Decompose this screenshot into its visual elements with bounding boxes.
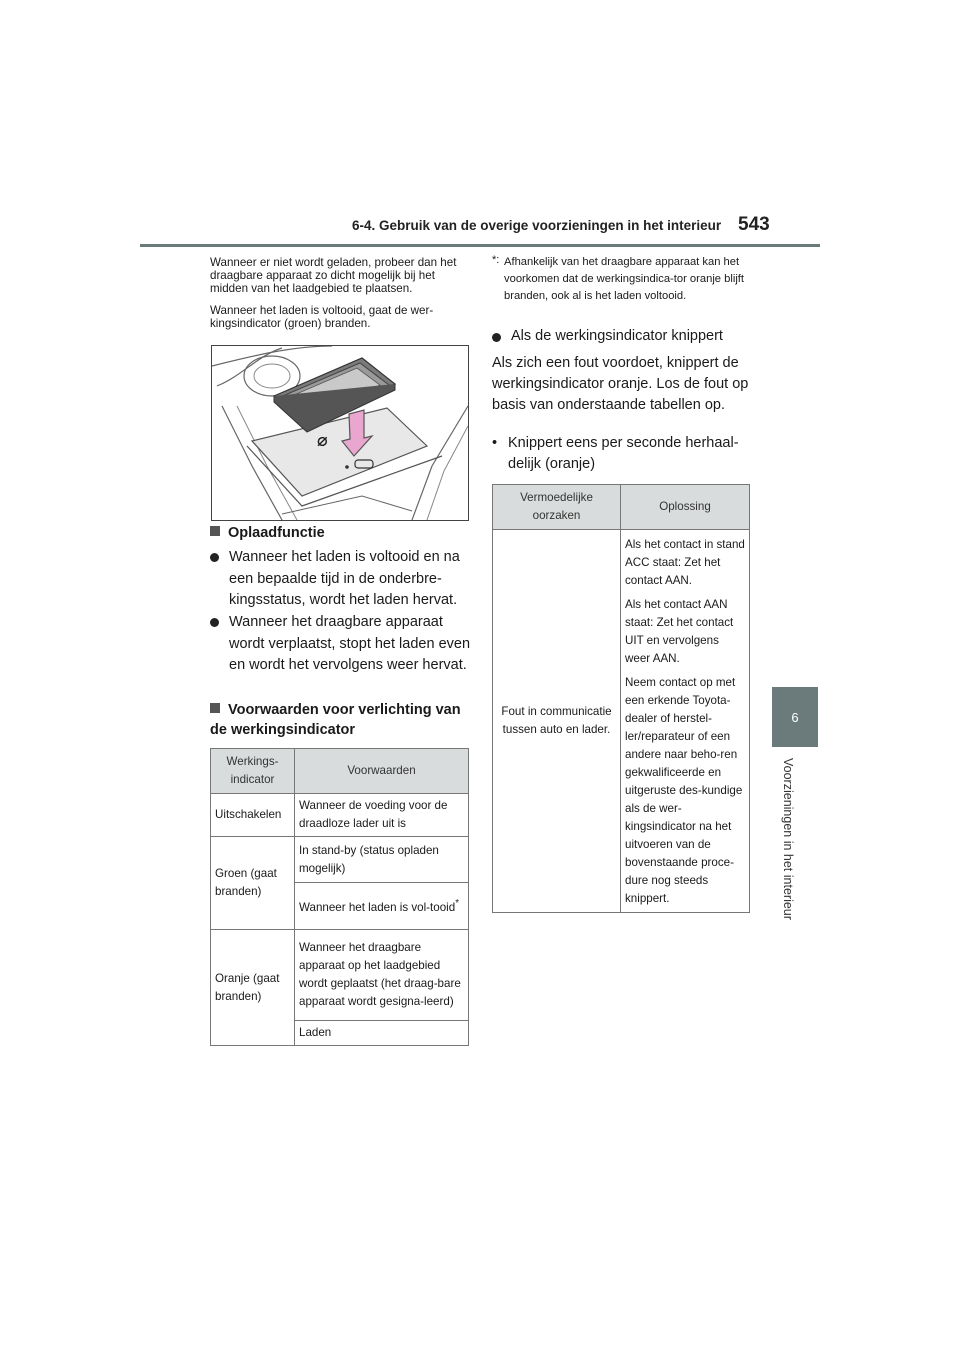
wireless-charging-icon: ⌀: [317, 430, 328, 451]
footnote: *: Afhankelijk van het draagbare apparaat kan het voorkomen dat de werkingsindica-tor oranje blijft branden, ook al is het laden voltooid.: [492, 254, 745, 302]
solution-acc: Als het contact in stand ACC staat: Zet het contact AAN.: [625, 538, 745, 587]
dash-item: • Knippert eens per seconde herhaal-delijk (oranje): [492, 435, 739, 472]
section-oplaadfunctie: Oplaadfunctie: [210, 523, 325, 543]
bullet-dot-icon: [492, 333, 501, 342]
condition-green-standby: In stand-by (status opladen mogelijk): [295, 837, 469, 883]
charger-drawing: [212, 346, 468, 520]
header-conditions: Voorwaarden: [295, 749, 469, 794]
bullet-dot-icon: [210, 553, 219, 562]
bullet-item: Wanneer het laden is voltooid en na een bepaalde tijd in de onderbre-kingsstatus, wordt het laden hervat.: [210, 547, 470, 612]
indicator-off: Uitschakelen: [211, 794, 295, 837]
header-rule: [140, 244, 820, 247]
indicator-orange: Oranje (gaat branden): [211, 930, 295, 1046]
section-title: 6-4. Gebruik van de overige voorzieningen in het interieur: [352, 218, 722, 233]
indicator-table: [210, 748, 469, 1046]
bullet-item: Wanneer het draagbare apparaat wordt verplaatst, stopt het laden even en wordt het vervolgens weer hervat.: [210, 612, 470, 677]
chapter-number: 6: [791, 709, 799, 725]
indicator-light: [345, 465, 349, 469]
bullet-dot-icon: [210, 618, 219, 627]
condition-off: Wanneer de voeding voor de draadloze lader uit is: [295, 794, 469, 837]
table-row: [211, 930, 469, 1021]
intro-paragraph: Wanneer er niet wordt geladen, probeer dan het draagbare apparaat zo dicht mogelijk bij het midden van het laadgebied te plaatsen.: [210, 256, 457, 295]
error-table: [492, 484, 750, 913]
indicator-green: Groen (gaat branden): [211, 837, 295, 930]
table-row: [493, 530, 750, 913]
table-row: [211, 837, 469, 883]
condition-orange-charging: Laden: [295, 1021, 469, 1046]
error-paragraph: Als zich een fout voordoet, knippert de werkingsindicator oranje. Los de fout op basis van onderstaande tabellen op.: [492, 355, 749, 413]
solution-cell: [621, 530, 750, 913]
chapter-title: Voorzieningen in het interieur: [781, 758, 795, 920]
dash-mark: •: [492, 435, 498, 451]
header-indicator: Werkings-indicator: [211, 749, 295, 794]
square-bullet-icon: [210, 703, 220, 713]
header-cause: Vermoedelijke oorzaken: [493, 485, 621, 530]
table-row: [211, 794, 469, 837]
chapter-tab: [772, 687, 818, 747]
blinking-bullet: Als de werkingsindicator knippert: [492, 328, 723, 344]
wireless-charger-illustration: [211, 345, 469, 521]
square-bullet-icon: [210, 526, 220, 536]
solution-on: Als het contact AAN staat: Zet het contact UIT en vervolgens weer AAN.: [625, 598, 734, 665]
section-voorwaarden: Voorwaarden voor verlichting van de werkingsindicator: [210, 702, 461, 738]
solution-dealer: Neem contact op met een erkende Toyota-dealer of herstel-ler/reparateur of een andere naar beho-ren gekwalificeerde en uitgeruste des-kundige als de wer-kingsindicator na het uitvoeren van de bovenstaande proce-dure nog steeds knippert.: [625, 676, 743, 905]
table-header-row: [211, 749, 469, 794]
condition-green-complete: Wanneer het laden is vol-tooid*: [295, 883, 469, 930]
cause-cell: Fout in communicatie tussen auto en lader.: [493, 530, 621, 913]
footnote-star: *: [455, 898, 459, 910]
footnote-mark: *:: [492, 254, 500, 266]
header-solution: Oplossing: [621, 485, 750, 530]
condition-orange-placed: Wanneer het draagbare apparaat op het laadgebied wordt geplaatst (het draag-bare apparaat wordt gesigna-leerd): [295, 930, 469, 1021]
table-header-row: [493, 485, 750, 530]
complete-paragraph: Wanneer het laden is voltooid, gaat de wer-kingsindicator (groen) branden.: [210, 304, 434, 330]
page-number: 543: [738, 214, 770, 235]
